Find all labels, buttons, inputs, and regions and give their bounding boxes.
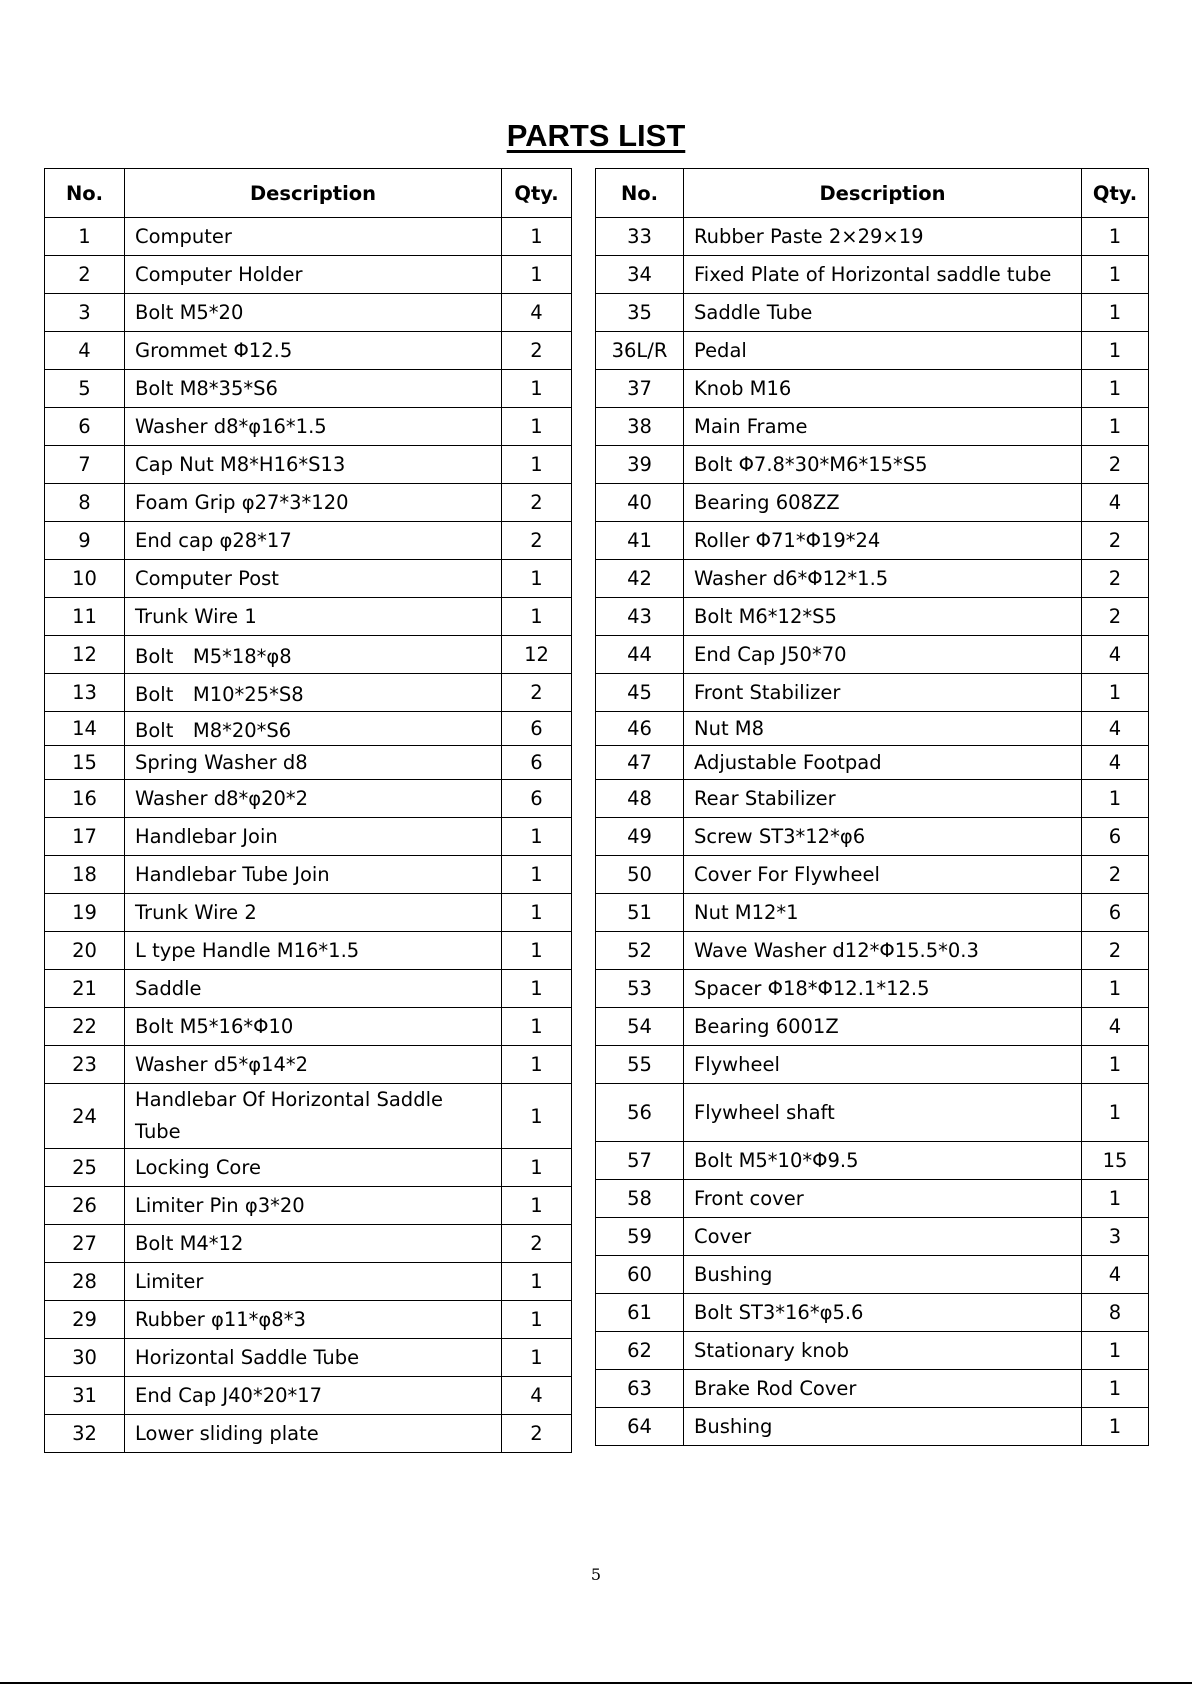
parts-table-left bbox=[44, 168, 572, 1453]
table-row bbox=[45, 746, 572, 780]
table-row bbox=[596, 332, 1149, 370]
part-number: 31 bbox=[45, 1377, 125, 1415]
part-quantity: 1 bbox=[1082, 332, 1149, 370]
table-row bbox=[596, 484, 1149, 522]
part-quantity: 4 bbox=[502, 294, 572, 332]
part-description: Brake Rod Cover bbox=[684, 1370, 1082, 1408]
part-number: 42 bbox=[596, 560, 684, 598]
part-quantity: 1 bbox=[1082, 256, 1149, 294]
part-description: Saddle Tube bbox=[684, 294, 1082, 332]
part-description: Limiter bbox=[125, 1263, 502, 1301]
table-row bbox=[45, 1008, 572, 1046]
part-quantity: 1 bbox=[502, 560, 572, 598]
part-number: 8 bbox=[45, 484, 125, 522]
table-row bbox=[45, 1149, 572, 1187]
part-number: 55 bbox=[596, 1046, 684, 1084]
table-row bbox=[596, 932, 1149, 970]
part-quantity: 2 bbox=[502, 484, 572, 522]
part-quantity: 2 bbox=[1082, 932, 1149, 970]
table-row bbox=[45, 1377, 572, 1415]
part-quantity: 1 bbox=[502, 894, 572, 932]
table-row bbox=[45, 1263, 572, 1301]
part-description: Screw ST3*12*φ6 bbox=[684, 818, 1082, 856]
part-quantity: 4 bbox=[1082, 1256, 1149, 1294]
part-description: Washer d6*Φ12*1.5 bbox=[684, 560, 1082, 598]
part-description: Washer d8*φ16*1.5 bbox=[125, 408, 502, 446]
part-number: 52 bbox=[596, 932, 684, 970]
part-number: 15 bbox=[45, 746, 125, 780]
part-description: Bearing 608ZZ bbox=[684, 484, 1082, 522]
part-number: 57 bbox=[596, 1142, 684, 1180]
part-description: Front Stabilizer bbox=[684, 674, 1082, 712]
table-row bbox=[45, 894, 572, 932]
part-number: 47 bbox=[596, 746, 684, 780]
part-description: Front cover bbox=[684, 1180, 1082, 1218]
part-description: Main Frame bbox=[684, 408, 1082, 446]
part-number: 7 bbox=[45, 446, 125, 484]
part-number: 27 bbox=[45, 1225, 125, 1263]
part-number: 18 bbox=[45, 856, 125, 894]
part-description: Bolt M4*12 bbox=[125, 1225, 502, 1263]
part-description: Bolt M8*35*S6 bbox=[125, 370, 502, 408]
part-description: Flywheel shaft bbox=[684, 1084, 1082, 1142]
part-number: 39 bbox=[596, 446, 684, 484]
part-quantity: 1 bbox=[1082, 1408, 1149, 1446]
part-description: Bolt ST3*16*φ5.6 bbox=[684, 1294, 1082, 1332]
table-row bbox=[45, 370, 572, 408]
part-number: 43 bbox=[596, 598, 684, 636]
table-row bbox=[596, 1008, 1149, 1046]
part-description: Computer Holder bbox=[125, 256, 502, 294]
part-description: Computer Post bbox=[125, 560, 502, 598]
part-number: 44 bbox=[596, 636, 684, 674]
part-number: 36L/R bbox=[596, 332, 684, 370]
part-quantity: 2 bbox=[1082, 522, 1149, 560]
part-quantity: 1 bbox=[502, 256, 572, 294]
part-number: 33 bbox=[596, 218, 684, 256]
table-row bbox=[45, 856, 572, 894]
part-number: 22 bbox=[45, 1008, 125, 1046]
table-row bbox=[596, 1332, 1149, 1370]
table-row bbox=[45, 1301, 572, 1339]
part-number: 59 bbox=[596, 1218, 684, 1256]
part-number: 38 bbox=[596, 408, 684, 446]
part-quantity: 4 bbox=[502, 1377, 572, 1415]
table-row bbox=[45, 818, 572, 856]
part-quantity: 2 bbox=[1082, 598, 1149, 636]
part-number: 49 bbox=[596, 818, 684, 856]
part-quantity: 15 bbox=[1082, 1142, 1149, 1180]
part-quantity: 1 bbox=[1082, 218, 1149, 256]
table-row bbox=[596, 856, 1149, 894]
part-number: 13 bbox=[45, 674, 125, 712]
part-quantity: 1 bbox=[1082, 1180, 1149, 1218]
part-description: Fixed Plate of Horizontal saddle tube bbox=[684, 256, 1082, 294]
part-description: Adjustable Footpad bbox=[684, 746, 1082, 780]
part-quantity: 1 bbox=[502, 1046, 572, 1084]
part-description: Cap Nut M8*H16*S13 bbox=[125, 446, 502, 484]
part-number: 63 bbox=[596, 1370, 684, 1408]
part-quantity: 6 bbox=[502, 712, 572, 746]
table-row bbox=[596, 712, 1149, 746]
part-quantity: 2 bbox=[502, 674, 572, 712]
table-row bbox=[45, 1046, 572, 1084]
part-description: Trunk Wire 1 bbox=[125, 598, 502, 636]
part-description: Bolt M6*12*S5 bbox=[684, 598, 1082, 636]
table-row bbox=[45, 1225, 572, 1263]
table-row bbox=[596, 636, 1149, 674]
table-row bbox=[45, 218, 572, 256]
header-no: No. bbox=[596, 169, 684, 218]
part-number: 62 bbox=[596, 1332, 684, 1370]
part-description: Grommet Φ12.5 bbox=[125, 332, 502, 370]
part-description: Cover For Flywheel bbox=[684, 856, 1082, 894]
part-quantity: 1 bbox=[502, 370, 572, 408]
part-quantity: 4 bbox=[1082, 746, 1149, 780]
part-quantity: 6 bbox=[502, 746, 572, 780]
part-quantity: 1 bbox=[502, 446, 572, 484]
part-description: Bolt M10*25*S8 bbox=[125, 674, 502, 712]
part-number: 37 bbox=[596, 370, 684, 408]
table-row bbox=[596, 1294, 1149, 1332]
table-row bbox=[45, 674, 572, 712]
part-quantity: 2 bbox=[502, 1415, 572, 1453]
header-description: Description bbox=[125, 169, 502, 218]
part-description: Trunk Wire 2 bbox=[125, 894, 502, 932]
parts-table-right bbox=[595, 168, 1149, 1446]
part-quantity: 1 bbox=[1082, 1084, 1149, 1142]
part-description: End Cap J50*70 bbox=[684, 636, 1082, 674]
part-number: 30 bbox=[45, 1339, 125, 1377]
table-row bbox=[45, 932, 572, 970]
part-number: 58 bbox=[596, 1180, 684, 1218]
table-row bbox=[596, 446, 1149, 484]
part-number: 19 bbox=[45, 894, 125, 932]
table-row bbox=[596, 294, 1149, 332]
table-row bbox=[45, 1187, 572, 1225]
part-quantity: 1 bbox=[1082, 780, 1149, 818]
part-description: Bolt M5*20 bbox=[125, 294, 502, 332]
table-row bbox=[45, 484, 572, 522]
part-quantity: 1 bbox=[1082, 674, 1149, 712]
table-row bbox=[45, 970, 572, 1008]
table-row bbox=[596, 1256, 1149, 1294]
page-title: PARTS LIST bbox=[506, 118, 686, 153]
part-number: 60 bbox=[596, 1256, 684, 1294]
part-quantity: 4 bbox=[1082, 1008, 1149, 1046]
part-number: 2 bbox=[45, 256, 125, 294]
part-quantity: 1 bbox=[1082, 1370, 1149, 1408]
part-quantity: 1 bbox=[502, 1301, 572, 1339]
part-number: 26 bbox=[45, 1187, 125, 1225]
part-quantity: 1 bbox=[1082, 1332, 1149, 1370]
part-description: Bolt M5*18*φ8 bbox=[125, 636, 502, 674]
part-quantity: 6 bbox=[1082, 894, 1149, 932]
table-row bbox=[596, 560, 1149, 598]
table-row bbox=[596, 1370, 1149, 1408]
table-row bbox=[45, 1084, 572, 1149]
part-quantity: 1 bbox=[502, 856, 572, 894]
part-description: Bolt Φ7.8*30*M6*15*S5 bbox=[684, 446, 1082, 484]
part-description: Cover bbox=[684, 1218, 1082, 1256]
part-description: Bushing bbox=[684, 1408, 1082, 1446]
table-row bbox=[596, 746, 1149, 780]
part-description: Spacer Φ18*Φ12.1*12.5 bbox=[684, 970, 1082, 1008]
table-row bbox=[45, 332, 572, 370]
page-number: 5 bbox=[590, 1565, 602, 1584]
part-quantity: 2 bbox=[502, 332, 572, 370]
part-description: Pedal bbox=[684, 332, 1082, 370]
table-row bbox=[45, 294, 572, 332]
part-description: Saddle bbox=[125, 970, 502, 1008]
header-qty: Qty. bbox=[502, 169, 572, 218]
table-row bbox=[596, 370, 1149, 408]
table-row bbox=[596, 256, 1149, 294]
part-number: 41 bbox=[596, 522, 684, 560]
part-number: 56 bbox=[596, 1084, 684, 1142]
part-quantity: 4 bbox=[1082, 636, 1149, 674]
part-quantity: 2 bbox=[502, 522, 572, 560]
part-quantity: 1 bbox=[502, 1008, 572, 1046]
part-description: Bolt M5*10*Φ9.5 bbox=[684, 1142, 1082, 1180]
part-description: Bearing 6001Z bbox=[684, 1008, 1082, 1046]
part-quantity: 1 bbox=[502, 1084, 572, 1149]
part-number: 5 bbox=[45, 370, 125, 408]
part-number: 3 bbox=[45, 294, 125, 332]
part-number: 4 bbox=[45, 332, 125, 370]
table-row bbox=[45, 780, 572, 818]
part-description: Bushing bbox=[684, 1256, 1082, 1294]
part-number: 29 bbox=[45, 1301, 125, 1339]
part-number: 35 bbox=[596, 294, 684, 332]
part-number: 61 bbox=[596, 1294, 684, 1332]
table-row bbox=[596, 598, 1149, 636]
table-row bbox=[45, 1415, 572, 1453]
part-quantity: 1 bbox=[502, 1187, 572, 1225]
part-number: 17 bbox=[45, 818, 125, 856]
part-quantity: 1 bbox=[502, 818, 572, 856]
part-quantity: 1 bbox=[502, 408, 572, 446]
part-description: Roller Φ71*Φ19*24 bbox=[684, 522, 1082, 560]
part-number: 20 bbox=[45, 932, 125, 970]
table-row bbox=[596, 1084, 1149, 1142]
part-description: Washer d8*φ20*2 bbox=[125, 780, 502, 818]
part-description: Limiter Pin φ3*20 bbox=[125, 1187, 502, 1225]
part-number: 1 bbox=[45, 218, 125, 256]
part-number: 54 bbox=[596, 1008, 684, 1046]
part-number: 21 bbox=[45, 970, 125, 1008]
part-quantity: 1 bbox=[1082, 970, 1149, 1008]
part-number: 34 bbox=[596, 256, 684, 294]
table-row bbox=[596, 970, 1149, 1008]
part-quantity: 6 bbox=[1082, 818, 1149, 856]
part-description: Flywheel bbox=[684, 1046, 1082, 1084]
part-quantity: 2 bbox=[1082, 446, 1149, 484]
part-description: Computer bbox=[125, 218, 502, 256]
part-number: 28 bbox=[45, 1263, 125, 1301]
part-number: 12 bbox=[45, 636, 125, 674]
table-header-row bbox=[596, 169, 1149, 218]
table-row bbox=[45, 522, 572, 560]
table-row bbox=[596, 1180, 1149, 1218]
part-quantity: 1 bbox=[502, 1339, 572, 1377]
part-quantity: 1 bbox=[502, 1263, 572, 1301]
table-row bbox=[596, 1218, 1149, 1256]
part-description: Stationary knob bbox=[684, 1332, 1082, 1370]
part-description: End Cap J40*20*17 bbox=[125, 1377, 502, 1415]
part-quantity: 4 bbox=[1082, 484, 1149, 522]
part-number: 53 bbox=[596, 970, 684, 1008]
table-row bbox=[45, 712, 572, 746]
header-description: Description bbox=[684, 169, 1082, 218]
table-row bbox=[45, 408, 572, 446]
part-number: 23 bbox=[45, 1046, 125, 1084]
part-description: Nut M8 bbox=[684, 712, 1082, 746]
part-description: Bolt M8*20*S6 bbox=[125, 712, 502, 746]
part-quantity: 3 bbox=[1082, 1218, 1149, 1256]
part-description: Rear Stabilizer bbox=[684, 780, 1082, 818]
part-quantity: 2 bbox=[1082, 560, 1149, 598]
part-number: 9 bbox=[45, 522, 125, 560]
part-description: L type Handle M16*1.5 bbox=[125, 932, 502, 970]
table-row bbox=[596, 894, 1149, 932]
part-description: Handlebar Join bbox=[125, 818, 502, 856]
part-description: End cap φ28*17 bbox=[125, 522, 502, 560]
part-number: 46 bbox=[596, 712, 684, 746]
part-quantity: 1 bbox=[1082, 294, 1149, 332]
part-description: Horizontal Saddle Tube bbox=[125, 1339, 502, 1377]
table-row bbox=[596, 1046, 1149, 1084]
table-header-row bbox=[45, 169, 572, 218]
part-quantity: 1 bbox=[1082, 408, 1149, 446]
table-row bbox=[45, 256, 572, 294]
table-row bbox=[596, 218, 1149, 256]
table-row bbox=[596, 1142, 1149, 1180]
part-description: Bolt M5*16*Φ10 bbox=[125, 1008, 502, 1046]
part-description: Spring Washer d8 bbox=[125, 746, 502, 780]
part-description: Knob M16 bbox=[684, 370, 1082, 408]
part-quantity: 4 bbox=[1082, 712, 1149, 746]
table-row bbox=[596, 408, 1149, 446]
part-number: 48 bbox=[596, 780, 684, 818]
part-number: 51 bbox=[596, 894, 684, 932]
part-quantity: 6 bbox=[502, 780, 572, 818]
table-row bbox=[596, 522, 1149, 560]
part-description: Rubber φ11*φ8*3 bbox=[125, 1301, 502, 1339]
part-number: 45 bbox=[596, 674, 684, 712]
part-number: 24 bbox=[45, 1084, 125, 1149]
table-row bbox=[45, 598, 572, 636]
part-number: 32 bbox=[45, 1415, 125, 1453]
part-description: Locking Core bbox=[125, 1149, 502, 1187]
part-quantity: 8 bbox=[1082, 1294, 1149, 1332]
part-quantity: 1 bbox=[1082, 1046, 1149, 1084]
part-number: 40 bbox=[596, 484, 684, 522]
part-description: Washer d5*φ14*2 bbox=[125, 1046, 502, 1084]
part-number: 11 bbox=[45, 598, 125, 636]
part-quantity: 1 bbox=[502, 598, 572, 636]
table-row bbox=[45, 1339, 572, 1377]
part-description: Nut M12*1 bbox=[684, 894, 1082, 932]
part-number: 14 bbox=[45, 712, 125, 746]
part-number: 64 bbox=[596, 1408, 684, 1446]
part-quantity: 1 bbox=[502, 932, 572, 970]
header-qty: Qty. bbox=[1082, 169, 1149, 218]
part-quantity: 1 bbox=[502, 218, 572, 256]
part-description: Handlebar Tube Join bbox=[125, 856, 502, 894]
bottom-rule bbox=[0, 1682, 1192, 1684]
part-quantity: 1 bbox=[502, 970, 572, 1008]
table-row bbox=[596, 818, 1149, 856]
part-quantity: 2 bbox=[502, 1225, 572, 1263]
part-quantity: 1 bbox=[1082, 370, 1149, 408]
part-description: Lower sliding plate bbox=[125, 1415, 502, 1453]
part-description: Wave Washer d12*Φ15.5*0.3 bbox=[684, 932, 1082, 970]
part-description: Rubber Paste 2×29×19 bbox=[684, 218, 1082, 256]
part-quantity: 1 bbox=[502, 1149, 572, 1187]
table-row bbox=[596, 780, 1149, 818]
part-quantity: 12 bbox=[502, 636, 572, 674]
part-description: Foam Grip φ27*3*120 bbox=[125, 484, 502, 522]
part-number: 16 bbox=[45, 780, 125, 818]
table-row bbox=[596, 674, 1149, 712]
part-number: 6 bbox=[45, 408, 125, 446]
part-number: 25 bbox=[45, 1149, 125, 1187]
part-number: 10 bbox=[45, 560, 125, 598]
part-number: 50 bbox=[596, 856, 684, 894]
table-row bbox=[596, 1408, 1149, 1446]
table-row bbox=[45, 560, 572, 598]
table-row bbox=[45, 636, 572, 674]
part-quantity: 2 bbox=[1082, 856, 1149, 894]
header-no: No. bbox=[45, 169, 125, 218]
table-row bbox=[45, 446, 572, 484]
part-description: Handlebar Of Horizontal Saddle Tube bbox=[125, 1084, 502, 1149]
